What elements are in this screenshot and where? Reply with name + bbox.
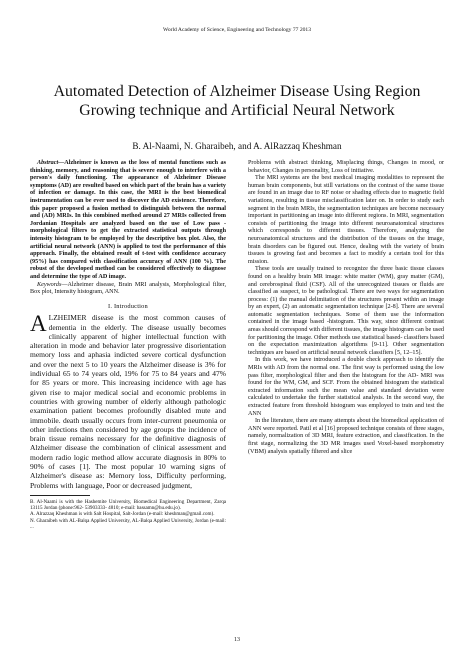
keywords-label: Keywords xyxy=(37,281,62,288)
drop-cap: A xyxy=(30,311,47,337)
introduction-paragraph xyxy=(30,313,226,490)
right-paragraph-2: The MRI systems are the best medical imaging modalities to represent the human brain components, but still variations on the contrast of the same tissue are found in an image due to RF noise or shading effects due to magnetic field variations, resulting in tissue misclassification later on. In order to study each segment in the brain MRIs, the segmentation techniques are become necessary important in partitioning an image into different regions. In MRI, segmentation consists of partitioning the image into different neuroanatomical structures which corresponds to different tissues. Therefore, analyzing the neuroanatomical structures and the distribution of the tissues on the image, brain disorders can be figured out. Hence, dealing with the variety of brain tissues is growing fast and becomes a fact to modify a certain tool for this mission. xyxy=(248,175,444,265)
footnote-2: A. Alrazzaq Kheshman is with Salt Hospital, Salt-Jordan (e-mail: kheshman@gmail.com). xyxy=(30,511,215,518)
right-paragraph-4: In this work, we have introduced a double check approach to identify the MRIs with AD from the normal one. The first way is performed using the low pass filter, morphological filter and then the histogram for the AD- MRI was found for the WM, GM, and SCF. From the obtained histogram the statistical extracted information such the mean value and standard deviation were calculated to undertake the further statistical analysis. In the second way, the extracted feature from threshold histogram was employed to train and test the ANN xyxy=(248,357,444,417)
abstract-text: —Alzheimer is known as the loss of mental functions such as thinking, memory, and reasoning that is severe enough to interfere with a person's daily functioning. The appearance of Alzheimer Disease symptoms (AD) are resulted based on which part of the brain has a variety of infection or damage. In this case, the MRI is the best biomedical instrumentation can be ever used to discover the AD existence. Therefore, this paper proposed a fusion method to distinguish between the normal and (AD) MRIs. In this combined method around 27 MRIs collected from Jordanian Hospitals are analyzed based on the use of Low pass -morphological filters to get the extracted statistical outputs through intensity histogram to be employed by the descriptive box plot. Also, the artificial neural network (ANN) is applied to test the performance of this approach. Finally, the obtained result of t-test with confidence accuracy (95%) has compared with classification accuracy of ANN (100 %). The robust of the developed method can be considered effectively to diagnose and determine the type of AD image. xyxy=(30,160,226,280)
keywords xyxy=(30,282,226,297)
right-paragraph-5: In the literature, there are many attempts about the biomedical application of ANN were reported. Patil et al [16] proposed technique consists of three stages, namely, normalization of 3D MRI, feature extraction, and classification. In the first stage, normalizing the 3D MR images used Voxel-based morphometry (VBM) analysis spatially filtered and slice xyxy=(248,418,444,455)
paper-authors: B. Al-Naami, N. Gharaibeh, and A. AlRazzaq Kheshman xyxy=(132,141,342,151)
abstract-label: Abstract xyxy=(37,160,59,166)
section-heading-introduction: I. Introduction xyxy=(108,302,148,310)
right-paragraph-3: These tools are usually trained to recognize the three basic tissue classes found on a healthy brain MR image: white matter (WM), gray matter (GM), and cerebrospinal fluid (CSF). All of the unrecognized tissues or fluids are classified as suspect, to be pathological. There are two ways for segmentation process: (1) the manual delimitation of the structures present within an image by an expert, (2) an automatic segmentation technique [2-8]. There are several automatic segmentation techniques. Some of them use the information contained in the image based -histogram. This way, since different contrast areas should correspond with different tissues, the image histogram can be used for partitioning the image. Other methods use statistical based- classifiers based on the expectation maximization algorithms [9-11]. Other segmentation techniques are based on artificial neural network classifiers [5, 12–15]. xyxy=(248,266,444,356)
footnote-1: B. Al-Naami is with the Hashemite University, Biomedical Engineering Department, Zarqa 13115 Jordan (phone:962- 53903333- 4810; e-mail: bassamn@hu.edu.jo). xyxy=(30,498,226,512)
footnote-3: N. Gharaibeh with AL-Balqa Applied University, AL-Balqa Applied University, Jordan (e-mail: ... xyxy=(30,517,226,530)
right-paragraph-1: Problems with abstract thinking, Misplacing things, Changes in mood, or behavior, Changes in personality, Loss of initiative. xyxy=(248,160,444,174)
abstract xyxy=(30,160,226,282)
page-number: 13 xyxy=(234,637,240,643)
paper-title: Automated Detection of Alzheimer Disease Using Region Growing technique and Artificial Neural Network xyxy=(53,83,421,119)
keywords-text: —Alzheimer disease, Brain MRI analysis, Morphological filter, Box plot, Intensity histogram, ANN. xyxy=(30,281,226,296)
left-column xyxy=(30,160,226,530)
introduction-text: LZHEIMER disease is the most common causes of dementia in the elderly. The disease usually becomes clinically apparent of higher intellectual function with alteration in mode and behavior later progressive disorientation memory loss and aphasia indicted severe cortical dysfunction and over the next 5 to 10 years the Alzheimer disease is 3% for individual 65 to 74 years old, 19% for 75 to 84 years and 47% for 85 years or more. This increasing incidence with age has given rise to major medical social and economic problems in countries with growing number of elderly although pathologic examination patient becomes profoundly disabled mute and immobile. death usually occurs from inter-current pneumonia or other infections then considered by age groups the incidence of brain tissue remains necessary for the definitive diagnosis of Alzheimer disease the combination of clinical assessment and modern radio logic method allow accurate diagnosis in 80% to 90% of cases [1]. The most popular 10 warning signs of Alzheimer's disease as: Memory loss, Difficulty performing, Problems with language, Poor or decreased judgment, xyxy=(30,313,226,490)
footnote-rule xyxy=(30,495,90,496)
running-header: World Academy of Science, Engineering and Technology 77 2013 xyxy=(162,27,312,33)
right-column xyxy=(248,160,444,456)
